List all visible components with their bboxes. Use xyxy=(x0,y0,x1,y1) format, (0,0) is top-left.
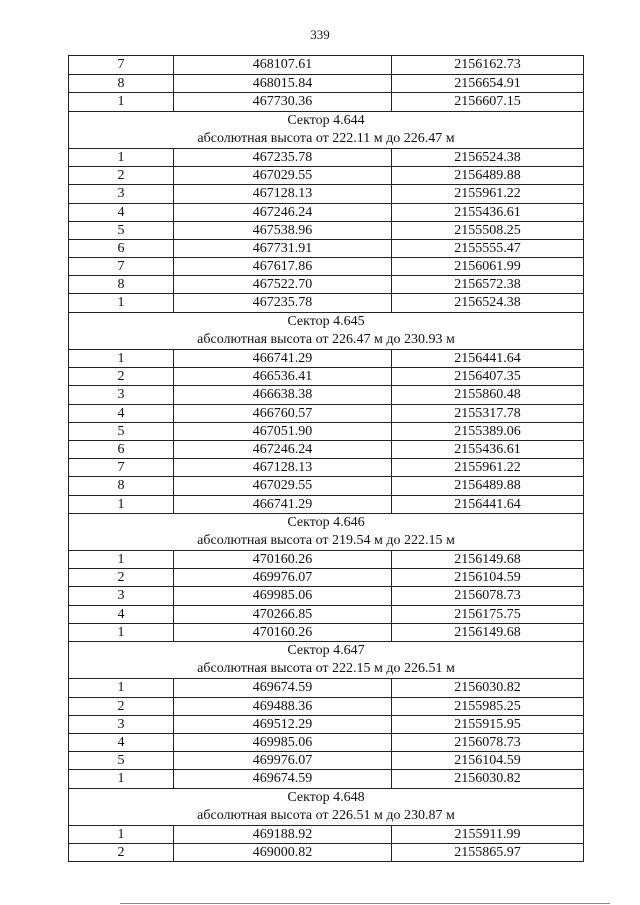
y-coordinate-cell: 2155389.06 xyxy=(454,423,521,439)
table-row xyxy=(69,422,583,440)
sector-title: Сектор 4.646 xyxy=(287,514,365,530)
table-row xyxy=(69,166,583,184)
sector-title: Сектор 4.648 xyxy=(287,789,365,805)
table-row xyxy=(69,404,583,422)
x-coordinate-cell: 467730.36 xyxy=(174,93,392,110)
x-coordinate-cell: 467051.90 xyxy=(174,423,392,440)
sector-title: Сектор 4.647 xyxy=(287,643,365,658)
table-row xyxy=(69,751,583,769)
point-number-cell: 7 xyxy=(69,258,174,275)
table-row xyxy=(69,203,583,221)
point-number-cell: 3 xyxy=(69,185,174,202)
y-coordinate-cell: 2155860.48 xyxy=(454,387,521,403)
y-coordinate-cell: 2156407.35 xyxy=(454,369,521,385)
x-coordinate-cell: 467617.86 xyxy=(174,258,392,275)
x-coordinate-cell: 470266.85 xyxy=(174,606,392,623)
y-coordinate-cell: 2156149.68 xyxy=(454,624,521,640)
x-coordinate-cell: 467029.55 xyxy=(174,167,392,184)
point-number-cell: 1 xyxy=(69,826,174,843)
table-row xyxy=(69,349,583,367)
sector-altitude: абсолютная высота от 226.47 м до 230.93 м xyxy=(197,331,455,347)
table-row xyxy=(69,769,583,787)
point-number-cell: 3 xyxy=(69,716,174,733)
x-coordinate-cell: 467731.91 xyxy=(174,240,392,257)
x-coordinate-cell: 467235.78 xyxy=(174,149,392,166)
y-coordinate-cell: 2156441.64 xyxy=(454,351,521,366)
table-row xyxy=(69,257,583,275)
y-coordinate-cell: 2155508.25 xyxy=(454,222,521,238)
point-number-cell: 2 xyxy=(69,569,174,586)
table-row xyxy=(69,843,583,861)
point-number-cell: 8 xyxy=(69,75,174,92)
y-coordinate-cell: 2156162.73 xyxy=(454,57,521,72)
point-number-cell: 8 xyxy=(69,276,174,293)
y-coordinate-cell: 2155915.95 xyxy=(454,716,521,732)
sector-title: Сектор 4.644 xyxy=(287,112,365,128)
point-number-cell: 4 xyxy=(69,734,174,751)
x-coordinate-cell: 469512.29 xyxy=(174,716,392,733)
x-coordinate-cell: 469674.59 xyxy=(174,770,392,787)
y-coordinate-cell: 2155961.22 xyxy=(454,186,521,202)
y-coordinate-cell: 2156104.59 xyxy=(454,753,521,769)
table-row xyxy=(69,293,583,311)
point-number-cell: 1 xyxy=(69,770,174,787)
x-coordinate-cell: 469976.07 xyxy=(174,752,392,769)
y-coordinate-cell: 2156607.15 xyxy=(454,94,521,110)
table-row xyxy=(69,495,583,513)
x-coordinate-cell: 467128.13 xyxy=(174,459,392,476)
table-row xyxy=(69,697,583,715)
x-coordinate-cell: 468107.61 xyxy=(174,56,392,74)
table-row xyxy=(69,623,583,641)
y-coordinate-cell: 2155961.22 xyxy=(454,460,521,476)
x-coordinate-cell: 470160.26 xyxy=(174,551,392,568)
x-coordinate-cell: 467029.55 xyxy=(174,477,392,494)
point-number-cell: 7 xyxy=(69,56,174,74)
table-row xyxy=(69,458,583,476)
sector-header xyxy=(69,788,583,825)
x-coordinate-cell: 466536.41 xyxy=(174,368,392,385)
table-row xyxy=(69,56,583,74)
table-row xyxy=(69,605,583,623)
x-coordinate-cell: 469976.07 xyxy=(174,569,392,586)
table-row xyxy=(69,550,583,568)
point-number-cell: 8 xyxy=(69,477,174,494)
point-number-cell: 6 xyxy=(69,441,174,458)
point-number-cell: 5 xyxy=(69,752,174,769)
x-coordinate-cell: 469000.82 xyxy=(174,844,392,861)
x-coordinate-cell: 469674.59 xyxy=(174,679,392,696)
sector-altitude: абсолютная высота от 219.54 м до 222.15 м xyxy=(197,532,455,548)
y-coordinate-cell: 2156149.68 xyxy=(454,552,521,568)
y-coordinate-cell: 2156524.38 xyxy=(454,295,521,311)
y-coordinate-cell: 2155865.97 xyxy=(454,845,521,861)
sector-header xyxy=(69,513,583,550)
point-number-cell: 1 xyxy=(69,551,174,568)
y-coordinate-cell: 2156175.75 xyxy=(454,606,521,622)
table-row xyxy=(69,385,583,403)
y-coordinate-cell: 2155911.99 xyxy=(454,826,521,842)
y-coordinate-cell: 2155555.47 xyxy=(454,240,521,256)
y-coordinate-cell: 2156078.73 xyxy=(454,734,521,750)
point-number-cell: 2 xyxy=(69,844,174,861)
table-row xyxy=(69,678,583,696)
point-number-cell: 3 xyxy=(69,587,174,604)
y-coordinate-cell: 2156524.38 xyxy=(454,149,521,165)
x-coordinate-cell: 467246.24 xyxy=(174,204,392,221)
x-coordinate-cell: 467522.70 xyxy=(174,276,392,293)
x-coordinate-cell: 469985.06 xyxy=(174,587,392,604)
table-row xyxy=(69,733,583,751)
point-number-cell: 4 xyxy=(69,204,174,221)
point-number-cell: 6 xyxy=(69,240,174,257)
sector-header xyxy=(69,312,583,349)
point-number-cell: 2 xyxy=(69,368,174,385)
table-row xyxy=(69,440,583,458)
point-number-cell: 2 xyxy=(69,698,174,715)
point-number-cell: 1 xyxy=(69,294,174,311)
table-row xyxy=(69,239,583,257)
table-row xyxy=(69,184,583,202)
x-coordinate-cell: 466760.57 xyxy=(174,405,392,422)
table-row xyxy=(69,476,583,494)
x-coordinate-cell: 468015.84 xyxy=(174,75,392,92)
sector-header xyxy=(69,111,583,148)
table-row xyxy=(69,92,583,110)
y-coordinate-cell: 2156030.82 xyxy=(454,771,521,787)
x-coordinate-cell: 469188.92 xyxy=(174,826,392,843)
page-edge-line xyxy=(120,903,610,904)
x-coordinate-cell: 469985.06 xyxy=(174,734,392,751)
coordinates-table xyxy=(68,55,584,862)
point-number-cell: 1 xyxy=(69,496,174,513)
x-coordinate-cell: 469488.36 xyxy=(174,698,392,715)
table-row xyxy=(69,568,583,586)
table-row xyxy=(69,74,583,92)
x-coordinate-cell: 467246.24 xyxy=(174,441,392,458)
point-number-cell: 5 xyxy=(69,222,174,239)
sector-altitude: абсолютная высота от 222.11 м до 226.47 м xyxy=(197,130,455,146)
x-coordinate-cell: 467128.13 xyxy=(174,185,392,202)
y-coordinate-cell: 2156104.59 xyxy=(454,570,521,586)
y-coordinate-cell: 2156489.88 xyxy=(454,478,521,494)
y-coordinate-cell: 2156078.73 xyxy=(454,588,521,604)
point-number-cell: 1 xyxy=(69,679,174,696)
y-coordinate-cell: 2155436.61 xyxy=(454,441,521,457)
table-row xyxy=(69,367,583,385)
point-number-cell: 4 xyxy=(69,606,174,623)
sector-altitude: абсолютная высота от 226.51 м до 230.87 м xyxy=(197,807,455,823)
point-number-cell: 2 xyxy=(69,167,174,184)
point-number-cell: 7 xyxy=(69,459,174,476)
y-coordinate-cell: 2156654.91 xyxy=(454,76,521,92)
point-number-cell: 4 xyxy=(69,405,174,422)
y-coordinate-cell: 2156061.99 xyxy=(454,259,521,275)
y-coordinate-cell: 2155985.25 xyxy=(454,698,521,714)
x-coordinate-cell: 467538.96 xyxy=(174,222,392,239)
table-row xyxy=(69,715,583,733)
table-row xyxy=(69,148,583,166)
x-coordinate-cell: 466741.29 xyxy=(174,350,392,367)
table-row xyxy=(69,586,583,604)
y-coordinate-cell: 2156441.64 xyxy=(454,496,521,512)
sector-header xyxy=(69,641,583,678)
point-number-cell: 1 xyxy=(69,624,174,641)
y-coordinate-cell: 2155317.78 xyxy=(454,405,521,421)
table-row xyxy=(69,825,583,843)
y-coordinate-cell: 2156030.82 xyxy=(454,680,521,696)
x-coordinate-cell: 470160.26 xyxy=(174,624,392,641)
point-number-cell: 5 xyxy=(69,423,174,440)
table-row xyxy=(69,221,583,239)
point-number-cell: 1 xyxy=(69,93,174,110)
sector-altitude: абсолютная высота от 222.15 м до 226.51 м xyxy=(197,661,455,677)
page-number: 339 xyxy=(310,27,330,42)
y-coordinate-cell: 2156489.88 xyxy=(454,168,521,184)
x-coordinate-cell: 466638.38 xyxy=(174,386,392,403)
sector-title: Сектор 4.645 xyxy=(287,313,365,329)
point-number-cell: 1 xyxy=(69,350,174,367)
table-row xyxy=(69,275,583,293)
x-coordinate-cell: 467235.78 xyxy=(174,294,392,311)
x-coordinate-cell: 466741.29 xyxy=(174,496,392,513)
y-coordinate-cell: 2155436.61 xyxy=(454,204,521,220)
point-number-cell: 3 xyxy=(69,386,174,403)
point-number-cell: 1 xyxy=(69,149,174,166)
y-coordinate-cell: 2156572.38 xyxy=(454,277,521,293)
